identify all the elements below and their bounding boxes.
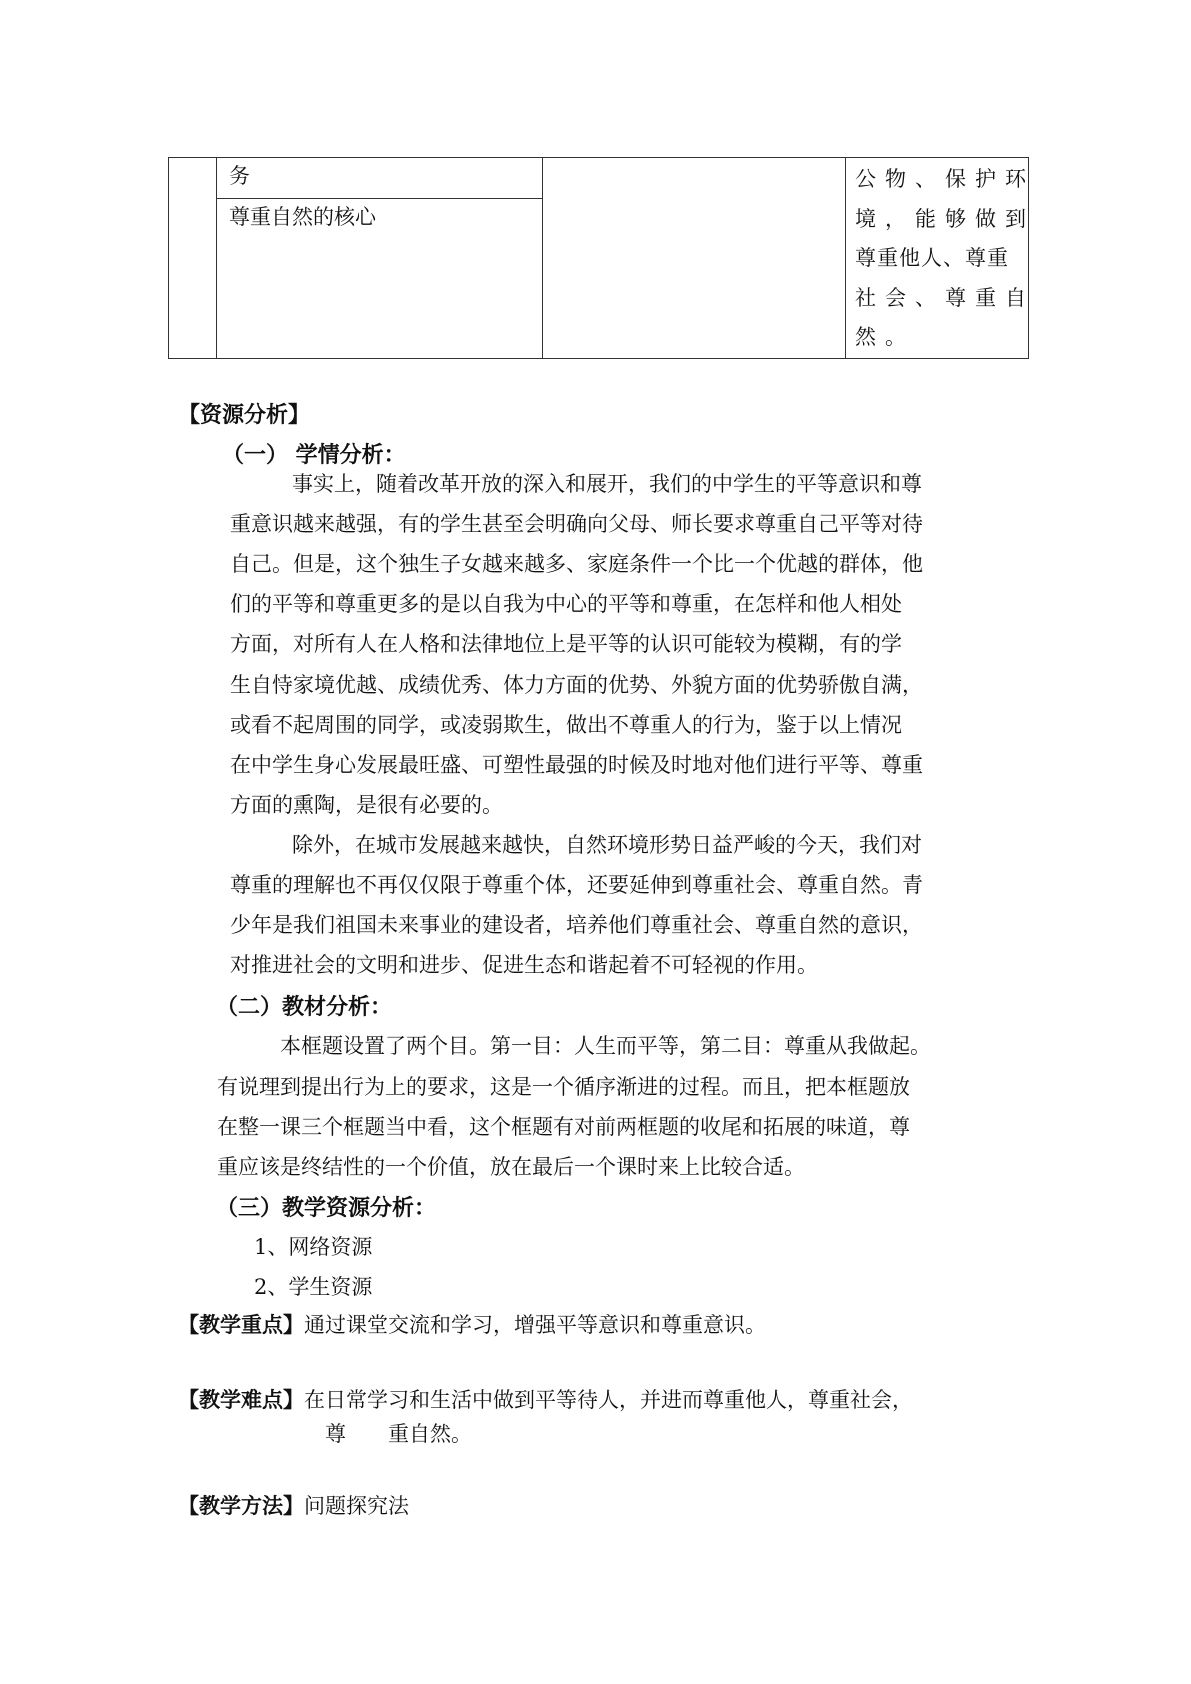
teaching-difficulty-label: 【教学难点】 (178, 1387, 304, 1412)
textbook-analysis-line: 有说理到提出行为上的要求，这是一个循序渐进的过程。而且，把本框题放 (217, 1075, 910, 1099)
table-cell-left-row2: 尊重自然的核心 (229, 205, 376, 229)
table-right-line: 境，能够做到 (855, 206, 1035, 231)
learner-analysis-line: 方面的熏陶，是很有必要的。 (230, 793, 503, 817)
table-column-divider (216, 158, 217, 358)
learner-analysis-line: 除外，在城市发展越来越快，自然环境形势日益严峻的今天，我们对 (292, 833, 922, 857)
learner-analysis-line: 对推进社会的文明和进步、促进生态和谐起着不可轻视的作用。 (230, 953, 818, 977)
resource-item: 2、学生资源 (254, 1275, 373, 1299)
learner-analysis-line: 尊重的理解也不再仅仅限于尊重个体，还要延伸到尊重社会、尊重自然。青 (230, 873, 923, 897)
table-cell-right (855, 160, 1035, 358)
textbook-analysis-line: 重应该是终结性的一个价值，放在最后一个课时来上比较合适。 (217, 1155, 805, 1179)
learner-analysis-heading: （一） 学情分析： (222, 442, 406, 468)
learner-analysis-line: 生自恃家境优越、成绩优秀、体力方面的优势、外貌方面的优势骄傲自满， (230, 673, 923, 697)
table-right-line: 社会、尊重自 (855, 285, 1035, 310)
teaching-difficulty-text-line2: 尊 重自然。 (325, 1422, 472, 1446)
textbook-analysis-line: 在整一课三个框题当中看，这个框题有对前两框题的收尾和拓展的味道，尊 (217, 1115, 910, 1139)
table-right-line: 然。 (855, 325, 915, 349)
textbook-analysis-heading: （二）教材分析： (216, 994, 393, 1020)
table-right-line: 尊重他人、尊重 (855, 246, 1009, 270)
learner-analysis-line: 事实上，随着改革开放的深入和展开，我们的中学生的平等意识和尊 (292, 472, 922, 496)
teaching-method-text: 问题探究法 (304, 1494, 409, 1518)
table-right-line: 公物、保护环 (855, 167, 1035, 191)
resource-analysis-heading: 【资源分析】 (178, 402, 311, 428)
table-column-divider (542, 158, 543, 358)
teaching-focus (178, 1310, 766, 1340)
teaching-focus-text: 通过课堂交流和学习，增强平等意识和尊重意识。 (304, 1313, 766, 1337)
teaching-difficulty-text: 在日常学习和生活中做到平等待人，并进而尊重他人，尊重社会， (304, 1388, 913, 1412)
teaching-focus-label: 【教学重点】 (178, 1312, 304, 1337)
teaching-method (178, 1491, 409, 1521)
teaching-resources-heading: （三）教学资源分析： (216, 1195, 437, 1221)
learner-analysis-line: 方面，对所有人在人格和法律地位上是平等的认识可能较为模糊，有的学 (230, 632, 902, 656)
learner-analysis-line: 或看不起周围的同学，或凌弱欺生，做出不尊重人的行为，鉴于以上情况 (230, 713, 902, 737)
table-cell-left-row1: 务 (229, 164, 250, 188)
teaching-difficulty (178, 1385, 913, 1415)
resource-item: 1、网络资源 (254, 1235, 373, 1259)
table-row-divider (216, 198, 542, 199)
teaching-method-label: 【教学方法】 (178, 1493, 304, 1518)
learner-analysis-line: 少年是我们祖国未来事业的建设者，培养他们尊重社会、尊重自然的意识， (230, 913, 923, 937)
learner-analysis-line: 自己。但是，这个独生子女越来越多、家庭条件一个比一个优越的群体，他 (230, 552, 923, 576)
objectives-table-fragment (168, 157, 1035, 359)
learner-analysis-line: 在中学生身心发展最旺盛、可塑性最强的时候及时地对他们进行平等、尊重 (230, 753, 923, 777)
learner-analysis-line: 重意识越来越强，有的学生甚至会明确向父母、师长要求尊重自己平等对待 (230, 512, 923, 536)
learner-analysis-line: 们的平等和尊重更多的是以自我为中心的平等和尊重，在怎样和他人相处 (230, 592, 902, 616)
table-column-divider (845, 158, 846, 358)
textbook-analysis-line: 本框题设置了两个目。第一目：人生而平等，第二目：尊重从我做起。 (280, 1034, 931, 1058)
